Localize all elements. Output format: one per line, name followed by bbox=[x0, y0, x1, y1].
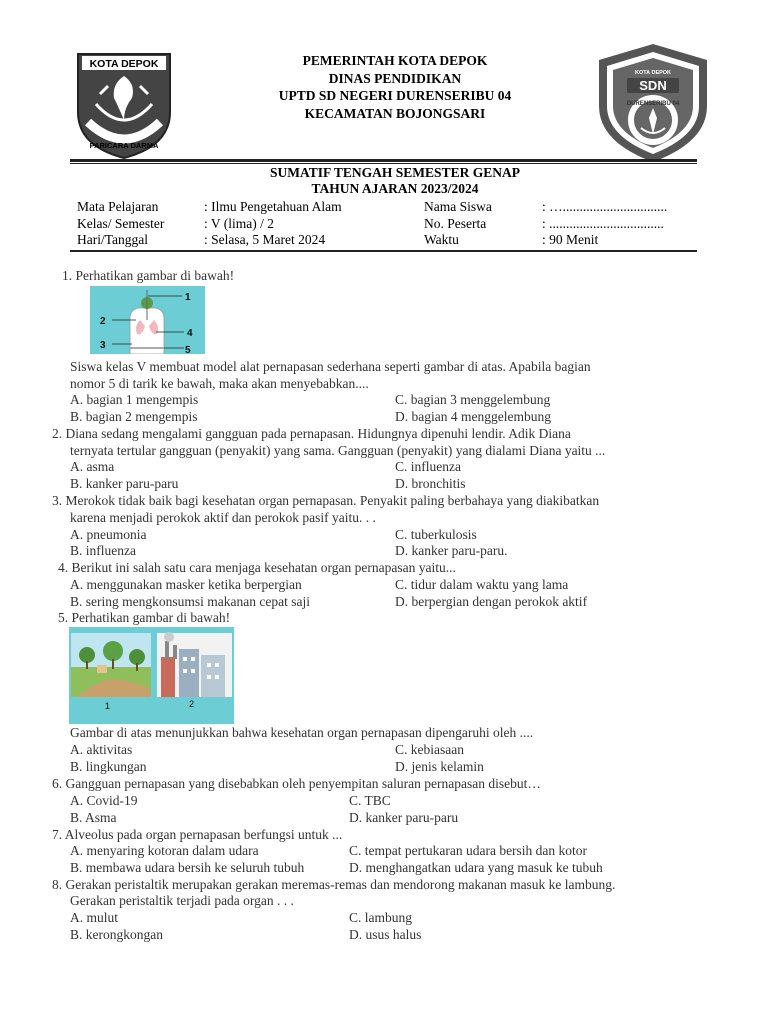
option-d: D. kanker paru-paru bbox=[349, 810, 459, 825]
option-d: D. menghangatkan udara yang masuk ke tubuh bbox=[349, 860, 603, 875]
option-a: A. pneumonia bbox=[70, 527, 147, 542]
question-1: 1. Perhatikan gambar di bawah! bbox=[62, 268, 235, 283]
option-a: A. asma bbox=[70, 459, 115, 474]
figure-label: 4 bbox=[187, 328, 193, 339]
option-d: D. bronchitis bbox=[395, 476, 466, 491]
question-text: karena menjadi perokok aktif dan perokok pasif yaitu. . . bbox=[70, 510, 376, 525]
option-c: C. kebiasaan bbox=[395, 742, 464, 757]
question-6: 6. Gangguan pernapasan yang disebabkan oleh penyempitan saluran pernapasan disebut… bbox=[52, 776, 541, 791]
question-2: 2. Diana sedang mengalami gangguan pada pernapasan. Hidungnya dipenuhi lendir. Adik Diana bbox=[52, 426, 571, 441]
option-c: C. lambung bbox=[349, 910, 412, 925]
info-label: No. Peserta bbox=[424, 215, 487, 231]
question-text: Siswa kelas V membuat model alat pernapasan sederhana seperti gambar di atas. Apabila bagian bbox=[70, 359, 591, 374]
header-divider bbox=[70, 159, 697, 162]
sdn-durenseribu-logo-icon bbox=[597, 42, 709, 164]
logo-left-top-text: KOTA DEPOK bbox=[89, 58, 159, 70]
logo-right-sub: DURENSERIBU 04 bbox=[626, 101, 680, 107]
option-c: C. tuberkulosis bbox=[395, 527, 477, 542]
letterhead-text bbox=[200, 52, 590, 122]
letterhead bbox=[0, 0, 768, 170]
figure-label: 2 bbox=[189, 699, 195, 709]
option-d: D. berpergian dengan perokok aktif bbox=[395, 594, 588, 609]
option-a: A. aktivitas bbox=[70, 742, 133, 757]
option-c: C. influenza bbox=[395, 459, 461, 474]
info-value: : 90 Menit bbox=[542, 232, 599, 247]
letterhead-line-4: KECAMATAN BOJONGSARI bbox=[304, 105, 486, 121]
option-a: A. Covid-19 bbox=[70, 793, 138, 808]
info-row bbox=[77, 232, 697, 249]
figure-label: 1 bbox=[105, 701, 111, 711]
option-a: A. menggunakan masker ketika berpergian bbox=[70, 577, 302, 592]
environment-figure bbox=[69, 627, 234, 724]
option-b: B. Asma bbox=[70, 810, 117, 825]
exam-title bbox=[200, 165, 590, 197]
info-row bbox=[77, 216, 697, 233]
kota-depok-logo-icon bbox=[74, 50, 174, 160]
option-d: D. bagian 4 menggelembung bbox=[395, 409, 551, 424]
question-3: 3. Merokok tidak baik bagi kesehatan organ pernapasan. Penyakit paling berbahaya yang diakibatkan bbox=[52, 493, 600, 508]
exam-title-line-2: TAHUN AJARAN 2023/2024 bbox=[311, 181, 479, 196]
question-5: 5. Perhatikan gambar di bawah! bbox=[58, 610, 231, 625]
option-d: D. jenis kelamin bbox=[395, 759, 484, 774]
info-value: : Selasa, 5 Maret 2024 bbox=[204, 232, 326, 247]
exam-info-table bbox=[77, 199, 697, 249]
letterhead-line-3: UPTD SD NEGERI DURENSERIBU 04 bbox=[278, 88, 512, 103]
letterhead-line-2: DINAS PENDIDIKAN bbox=[328, 70, 462, 86]
option-b: B. lingkungan bbox=[70, 759, 147, 774]
letterhead-line-1: PEMERINTAH KOTA DEPOK bbox=[302, 53, 488, 68]
option-a: A. mulut bbox=[70, 910, 119, 925]
option-a: A. menyaring kotoran dalam udara bbox=[70, 843, 259, 858]
question-4: 4. Berikut ini salah satu cara menjaga kesehatan organ pernapasan yaitu... bbox=[58, 560, 456, 575]
option-b: B. sering mengkonsumsi makanan cepat saji bbox=[70, 594, 310, 609]
logo-left-motto: PARICARA DARMA bbox=[89, 141, 159, 150]
option-b: B. influenza bbox=[70, 543, 136, 558]
info-value: : …............................... bbox=[542, 199, 668, 214]
option-b: B. kerongkongan bbox=[70, 927, 163, 942]
option-b: B. membawa udara bersih ke seluruh tubuh bbox=[70, 860, 305, 875]
option-d: D. kanker paru-paru. bbox=[395, 543, 508, 558]
info-row bbox=[77, 199, 697, 216]
info-value: : .................................. bbox=[542, 215, 664, 231]
figure-label: 5 bbox=[185, 345, 191, 354]
option-c: C. tempat pertukaran udara bersih dan kotor bbox=[349, 843, 588, 858]
option-a: A. bagian 1 mengempis bbox=[70, 392, 199, 407]
option-d: D. usus halus bbox=[349, 927, 422, 942]
info-label: Kelas/ Semester bbox=[77, 215, 165, 231]
option-b: B. kanker paru-paru bbox=[70, 476, 179, 491]
exam-title-line-1: SUMATIF TENGAH SEMESTER GENAP bbox=[270, 165, 520, 180]
option-b: B. bagian 2 mengempis bbox=[70, 409, 198, 424]
info-divider bbox=[70, 250, 697, 252]
breathing-model-figure bbox=[90, 286, 205, 354]
option-c: C. TBC bbox=[349, 793, 391, 808]
figure-label: 1 bbox=[185, 292, 191, 303]
question-text: Gambar di atas menunjukkan bahwa kesehatan organ pernapasan dipengaruhi oleh .... bbox=[70, 725, 534, 740]
question-text: ternyata tertular gangguan (penyakit) yang sama. Gangguan (penyakit) yang dialami Diana yaitu ... bbox=[70, 443, 606, 458]
question-text: nomor 5 di tarik ke bawah, maka akan menyebabkan.... bbox=[70, 376, 369, 391]
logo-right-top-text: KOTA DEPOK bbox=[634, 70, 672, 76]
info-value: : Ilmu Pengetahuan Alam bbox=[204, 199, 342, 214]
question-8: 8. Gerakan peristaltik merupakan gerakan meremas-remas dan mendorong makanan masuk ke lambung. bbox=[52, 877, 616, 892]
question-text: Gerakan peristaltik terjadi pada organ . . . bbox=[70, 893, 294, 908]
option-c: C. tidur dalam waktu yang lama bbox=[395, 577, 569, 592]
figure-label: 2 bbox=[100, 316, 106, 327]
question-7: 7. Alveolus pada organ pernapasan berfungsi untuk ... bbox=[52, 827, 343, 842]
figure-label: 3 bbox=[100, 340, 106, 351]
info-label: Waktu bbox=[424, 232, 459, 247]
logo-right-name: SDN bbox=[639, 78, 667, 93]
info-label: Hari/Tanggal bbox=[77, 232, 149, 247]
header-divider-thin bbox=[70, 163, 697, 164]
info-label: Mata Pelajaran bbox=[77, 199, 159, 214]
info-value: : V (lima) / 2 bbox=[204, 215, 274, 231]
info-label: Nama Siswa bbox=[424, 199, 492, 214]
option-c: C. bagian 3 menggelembung bbox=[395, 392, 551, 407]
